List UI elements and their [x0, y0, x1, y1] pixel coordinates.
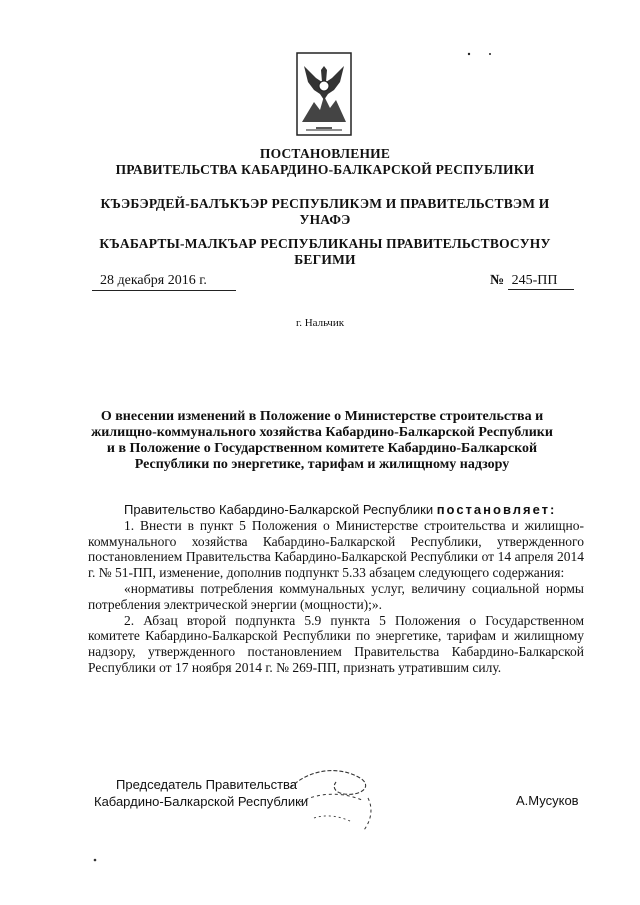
- city: г. Нальчик: [295, 317, 345, 329]
- signer-position-line-2: Кабардино-Балкарской Республики: [94, 794, 309, 809]
- kabardian-header-line-2: УНАФЭ: [299, 212, 351, 227]
- paragraph-quote: «нормативы потребления коммунальных услуг, величину социальной нормы потребления электрической энергии (мощности);».: [88, 580, 584, 612]
- number-sign: №: [490, 273, 505, 288]
- kabardian-header-line-1: КЪЭБЭРДЕЙ-БАЛЪКЪЭР РЕСПУБЛИКЭМ И ПРАВИТЕЛЬСТВЭМ И: [100, 196, 550, 211]
- document-title: [86, 409, 558, 473]
- kabardian-header: [70, 196, 580, 228]
- lead-text: Правительство Кабардино-Балкарской Республики: [124, 502, 437, 517]
- title-line-3: и в Положение о Государственном комитете Кабардино-Балкарской: [106, 441, 538, 456]
- paragraph-2: 2. Абзац второй подпункта 5.9 пункта 5 Положения о Государственном комитете Кабардино-Балкарской Республики по энергетике, тарифам и жилищному надзору, утвержденного постановлением Правительства Кабардино-Балкарской Республики от 17 ноября 2014 г. № 269-ПП, признать утратившим силу.: [88, 612, 584, 675]
- resolution-lead: [88, 502, 584, 518]
- document-number: [490, 273, 574, 290]
- header-line-1: ПОСТАНОВЛЕНИЕ: [259, 146, 391, 161]
- scan-artifact-mark: [92, 850, 98, 856]
- signer-position-line-1: Председатель Правительства: [116, 777, 298, 792]
- document-type-header: [80, 146, 570, 178]
- balkar-header: [70, 236, 580, 268]
- header-line-2: ПРАВИТЕЛЬСТВА КАБАРДИНО-БАЛКАРСКОЙ РЕСПУБЛИКИ: [115, 162, 535, 177]
- title-line-4: Республики по энергетике, тарифам и жилищному надзору: [134, 457, 510, 472]
- title-line-1: О внесении изменений в Положение о Министерстве строительства и: [100, 409, 544, 424]
- title-line-2: жилищно-коммунального хозяйства Кабардино-Балкарской Республики: [91, 425, 553, 440]
- signer-name: А.Мусуков: [516, 793, 579, 808]
- coat-of-arms-icon: [296, 52, 352, 136]
- number-value: 245-ПП: [508, 273, 574, 290]
- scan-artifact-dots: [466, 44, 506, 50]
- document-date: 28 декабря 2016 г.: [92, 273, 236, 291]
- balkar-header-line-2: БЕГИМИ: [294, 252, 356, 267]
- paragraph-1: 1. Внести в пункт 5 Положения о Министерстве строительства и жилищно-коммунального хозяйства Кабардино-Балкарской Республики, утвержденного постановлением Правительства Кабардино-Балкарской Республики от 14 апреля 2014 г. № 51-ПП, изменение, дополнив подпункт 5.33 абзацем следующего содержания:: [88, 517, 584, 581]
- balkar-header-line-1: КЪАБАРТЫ-МАЛКЪАР РЕСПУБЛИКАНЫ ПРАВИТЕЛЬСТВОСУНУ: [99, 236, 551, 251]
- signer-position: [94, 776, 308, 810]
- document-body: [88, 502, 584, 676]
- lead-keyword: постановляет:: [436, 502, 557, 517]
